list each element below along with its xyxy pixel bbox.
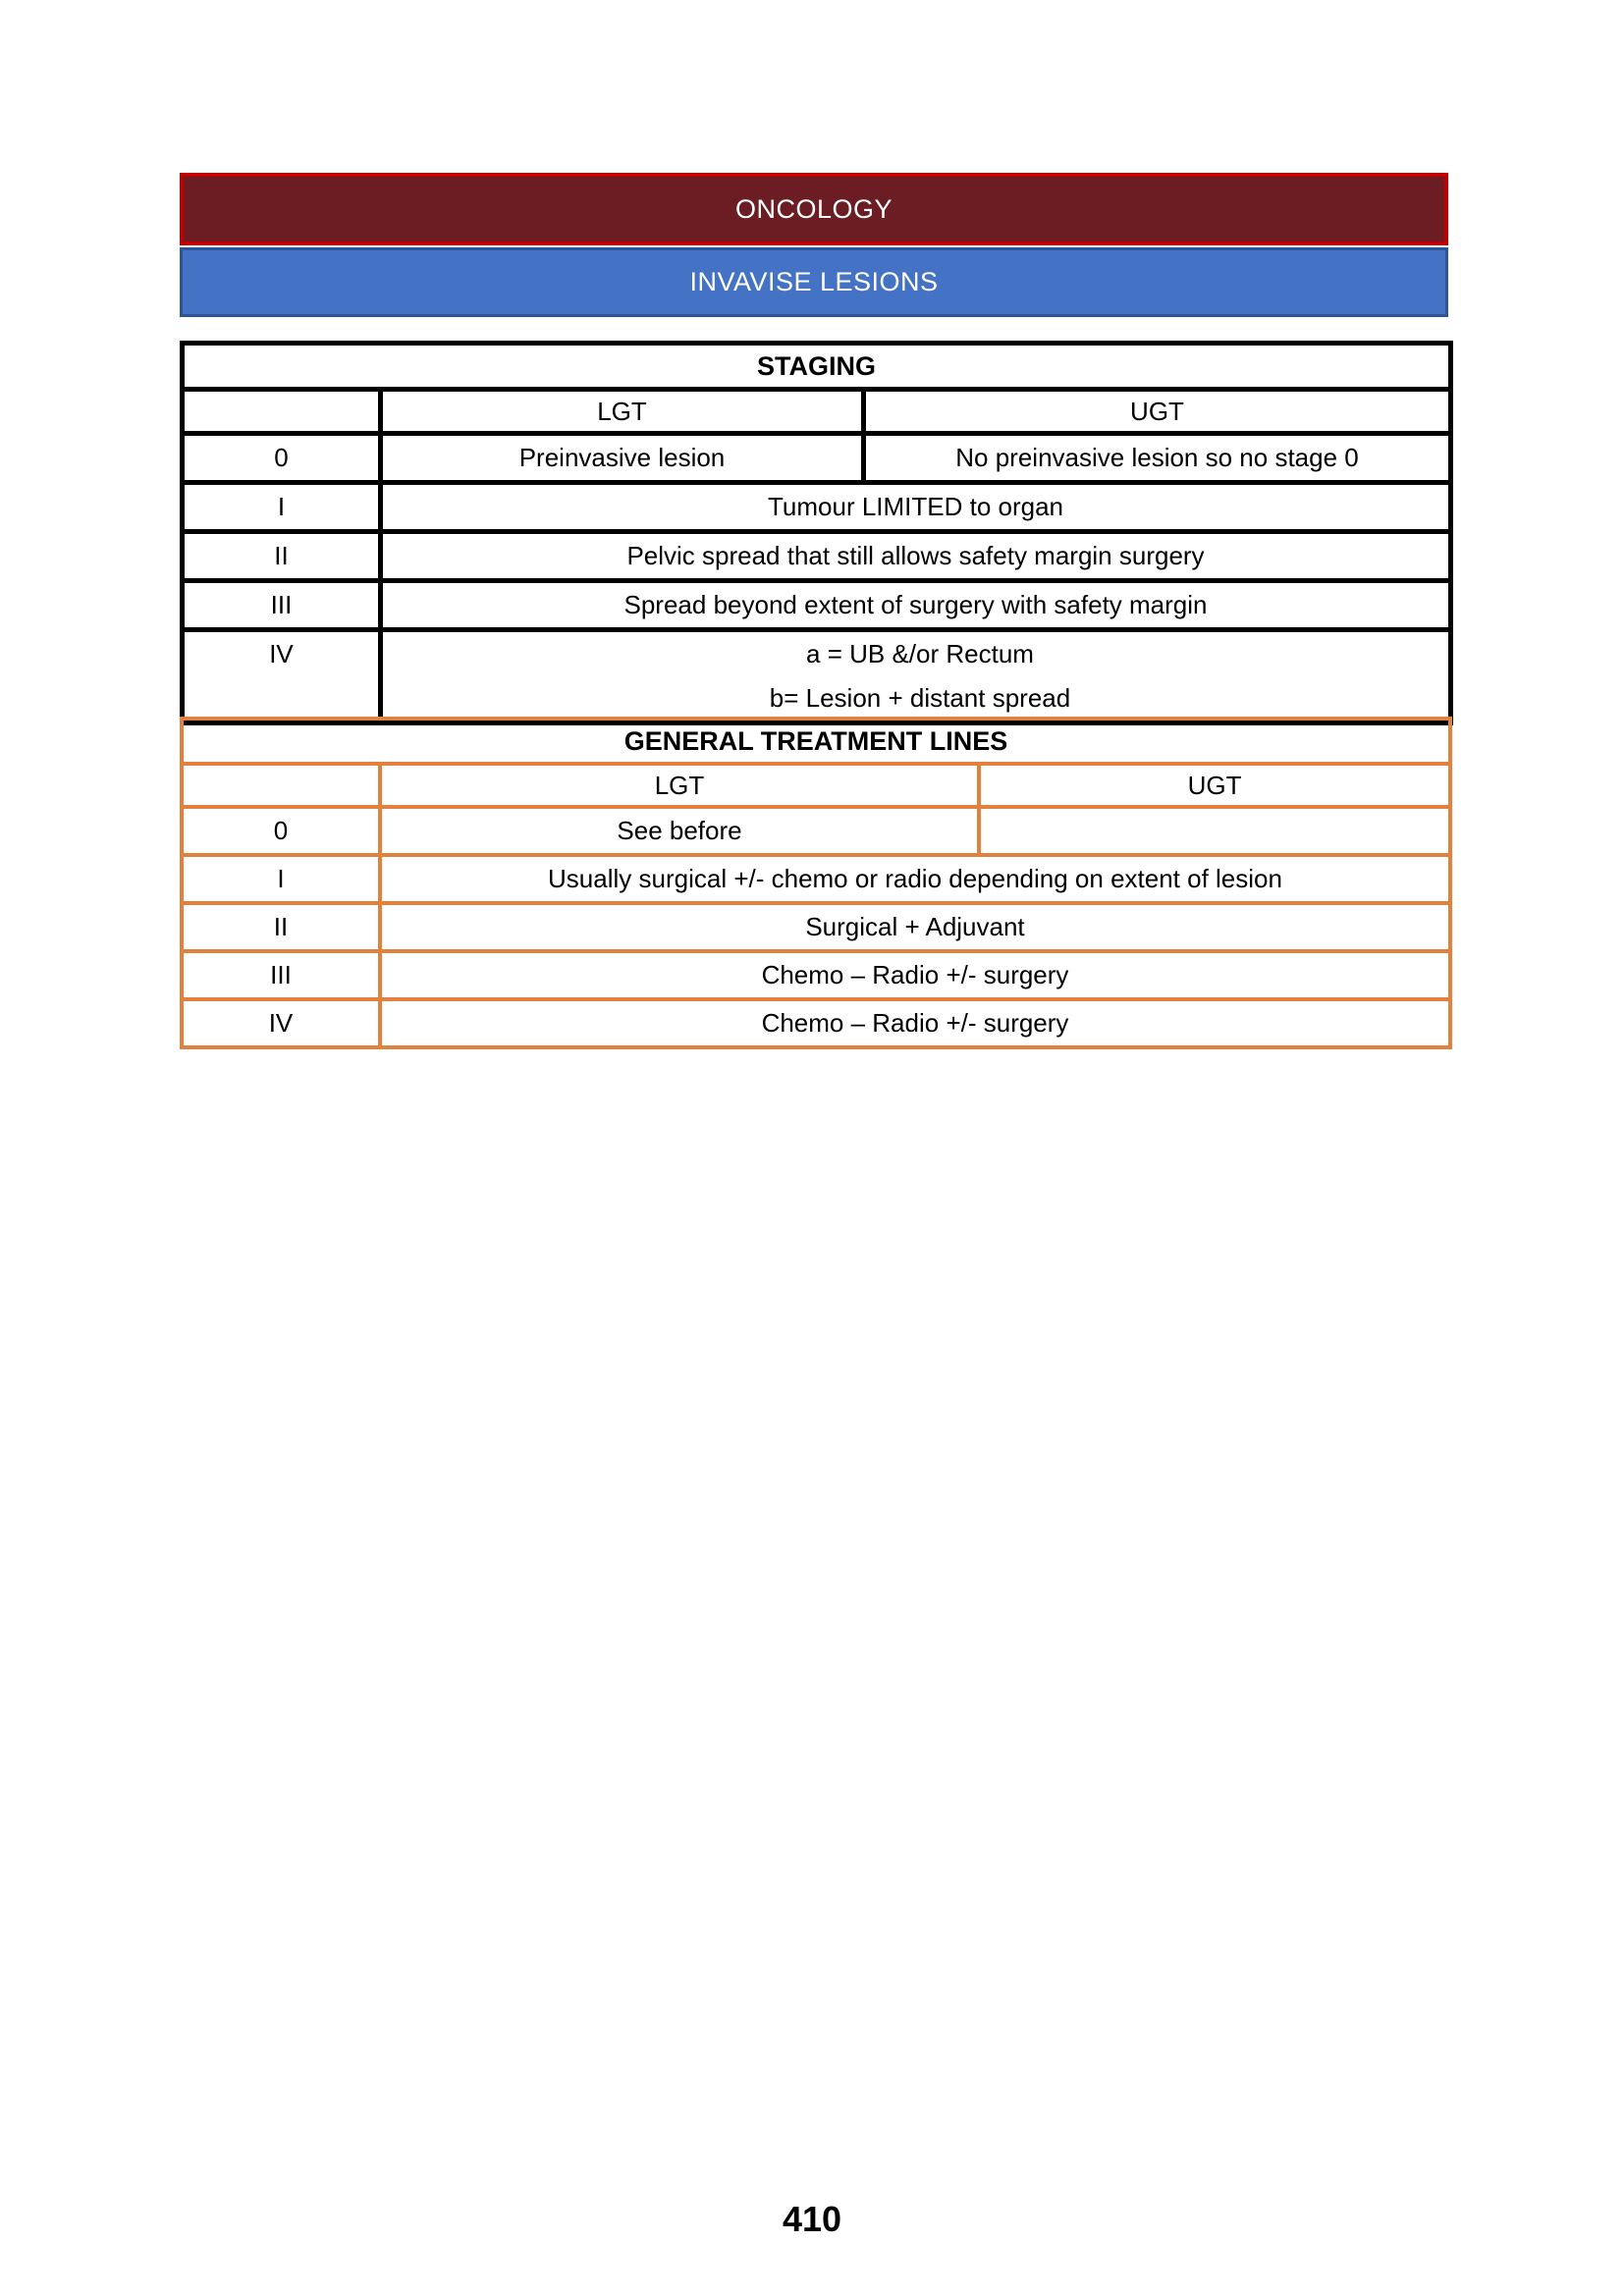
treatment-desc-1: Usually surgical +/- chemo or radio depending on extent of lesion [380, 855, 1450, 903]
treatment-stage-3: III [182, 951, 380, 999]
staging-stage-2: II [183, 532, 381, 581]
treatment-stage-1: I [182, 855, 380, 903]
treatment-stage-2: II [182, 903, 380, 951]
staging-title-row [183, 344, 1451, 390]
staging-desc-4-line-b: b= Lesion + distant spread [769, 683, 1071, 713]
treatment-desc-2: Surgical + Adjuvant [380, 903, 1450, 951]
treatment-title-row [182, 719, 1450, 764]
staging-header-stage-cell [183, 390, 381, 434]
treatment-ugt-0 [979, 807, 1450, 855]
treatment-header-ugt: UGT [979, 764, 1450, 807]
staging-table-title: STAGING [183, 344, 1451, 390]
staging-stage-0: 0 [183, 434, 381, 483]
treatment-desc-3: Chemo – Radio +/- surgery [380, 951, 1450, 999]
staging-header-row [183, 390, 1451, 434]
staging-stage-3: III [183, 581, 381, 630]
treatment-table-title: GENERAL TREATMENT LINES [182, 719, 1450, 764]
staging-desc-3: Spread beyond extent of surgery with safety margin [381, 581, 1451, 630]
oncology-banner [180, 173, 1448, 245]
staging-stage-1: I [183, 483, 381, 532]
treatment-header-row [182, 764, 1450, 807]
treatment-row-0 [182, 807, 1450, 855]
page-number: 410 [782, 2199, 842, 2239]
invasive-lesions-banner-label: INVAVISE LESIONS [689, 267, 939, 296]
treatment-row-4 [182, 999, 1450, 1047]
treatment-header-stage-cell [182, 764, 380, 807]
staging-row-4 [183, 630, 1451, 723]
staging-stage-4: IV [183, 630, 381, 723]
staging-row-0 [183, 434, 1451, 483]
treatment-row-1 [182, 855, 1450, 903]
staging-row-2 [183, 532, 1451, 581]
staging-table [180, 341, 1453, 725]
treatment-table [180, 717, 1452, 1049]
staging-header-ugt: UGT [864, 390, 1451, 434]
treatment-stage-4: IV [182, 999, 380, 1047]
staging-desc-2: Pelvic spread that still allows safety margin surgery [381, 532, 1451, 581]
staging-desc-4-line-a: a = UB &/or Rectum [806, 639, 1034, 668]
treatment-desc-4: Chemo – Radio +/- surgery [380, 999, 1450, 1047]
staging-ugt-0: No preinvasive lesion so no stage 0 [864, 434, 1451, 483]
oncology-banner-label: ONCOLOGY [734, 193, 893, 224]
treatment-row-2 [182, 903, 1450, 951]
staging-header-lgt: LGT [381, 390, 864, 434]
staging-row-1 [183, 483, 1451, 532]
treatment-row-3 [182, 951, 1450, 999]
invasive-lesions-banner [180, 247, 1448, 317]
staging-desc-4 [381, 630, 1451, 723]
staging-desc-1: Tumour LIMITED to organ [381, 483, 1451, 532]
treatment-header-lgt: LGT [380, 764, 979, 807]
treatment-lgt-0: See before [380, 807, 979, 855]
treatment-stage-0: 0 [182, 807, 380, 855]
staging-row-3 [183, 581, 1451, 630]
staging-lgt-0: Preinvasive lesion [381, 434, 864, 483]
